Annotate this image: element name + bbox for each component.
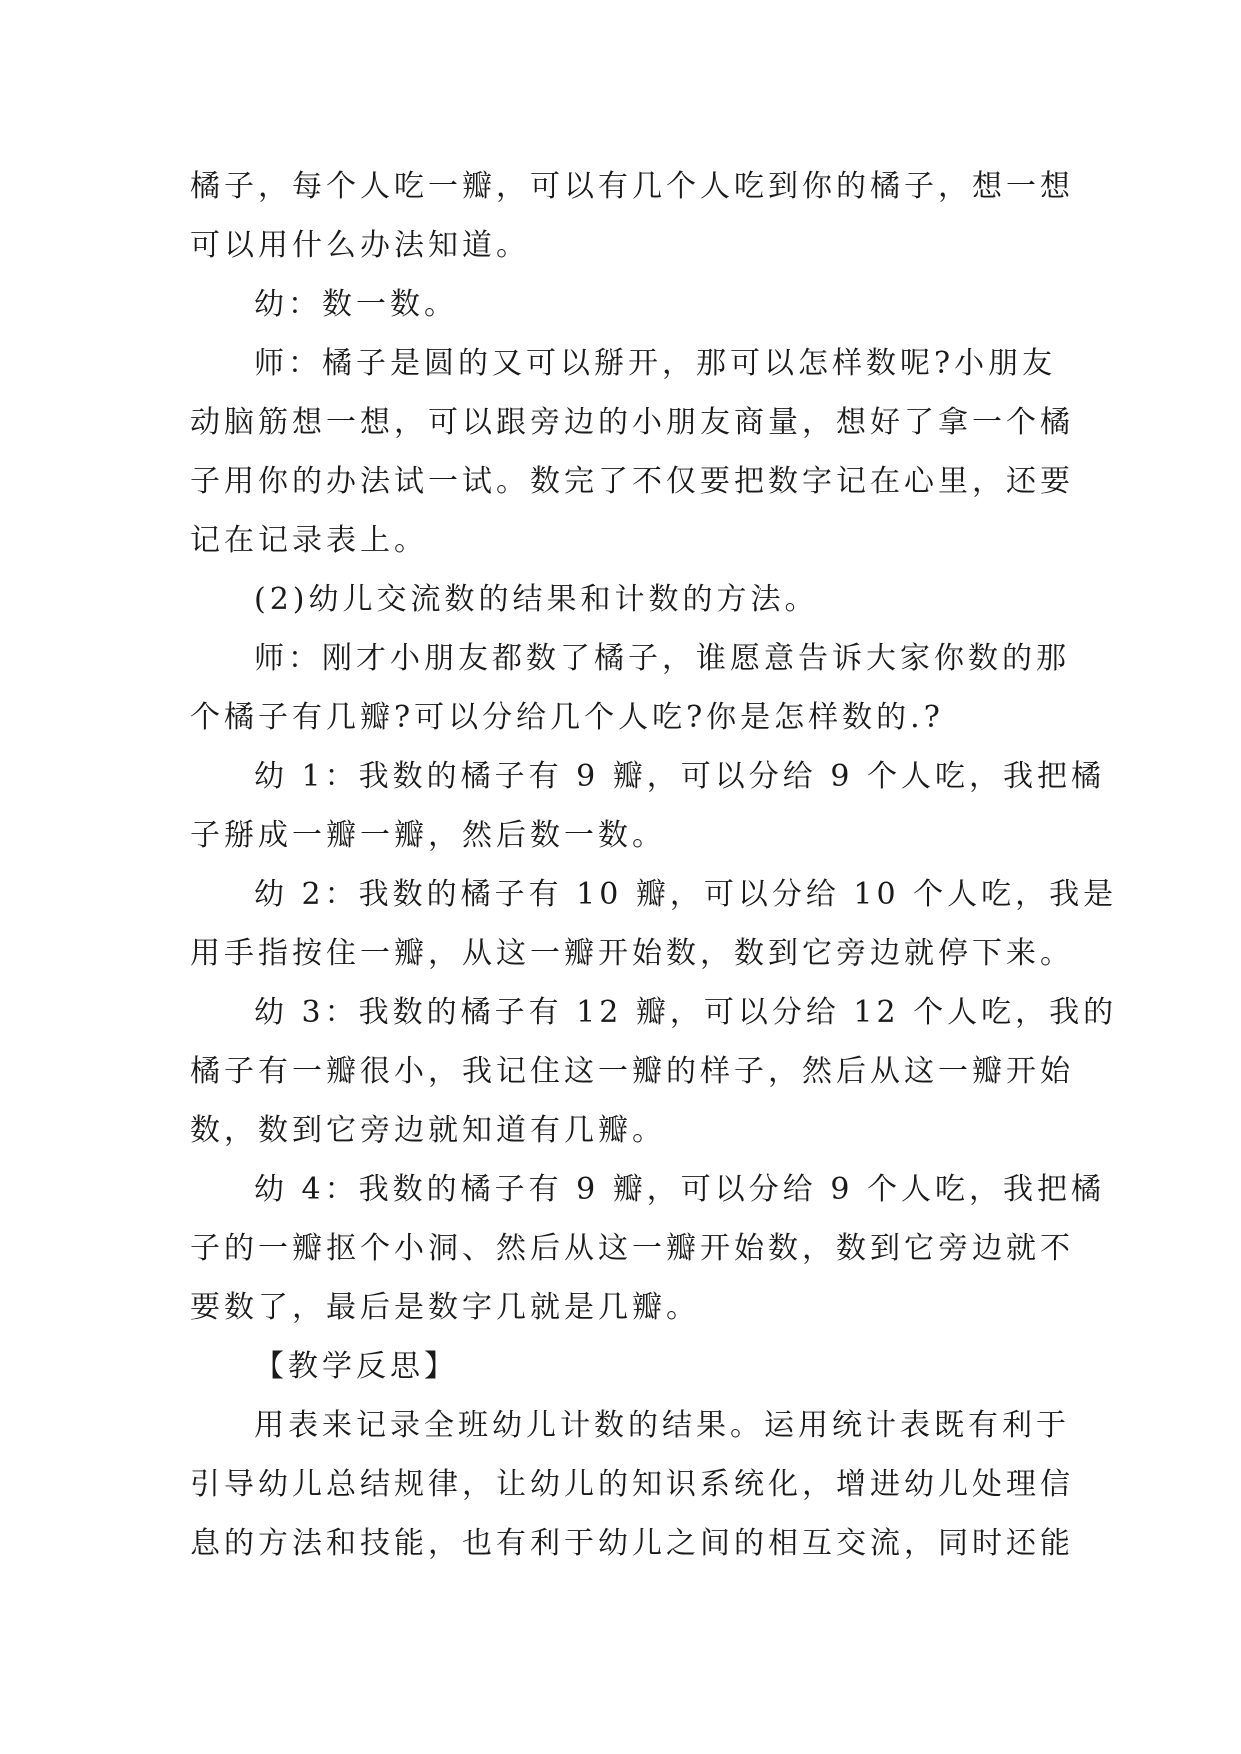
- text-line: 引导幼儿总结规律，让幼儿的知识系统化，增进幼儿处理信: [190, 1467, 1074, 1502]
- text-line: (2)幼儿交流数的结果和计数的方法。: [254, 582, 819, 617]
- text-line: 要数了，最后是数字几就是几瓣。: [190, 1290, 700, 1325]
- body-text: [190, 157, 1118, 1573]
- text-line: 用手指按住一瓣，从这一瓣开始数，数到它旁边就停下来。: [190, 936, 1074, 971]
- text-line: 幼：数一数。: [254, 287, 458, 322]
- section-heading: 【教学反思】: [254, 1349, 458, 1384]
- text-line: 师：刚才小朋友都数了橘子，谁愿意告诉大家你数的那: [254, 641, 1070, 676]
- text-line: 幼 2：我数的橘子有 10 瓣，可以分给 10 个人吃，我是: [254, 877, 1118, 912]
- text-line: 息的方法和技能，也有利于幼儿之间的相互交流，同时还能: [190, 1526, 1074, 1561]
- text-line: 子掰成一瓣一瓣，然后数一数。: [190, 818, 666, 853]
- text-line: 动脑筋想一想，可以跟旁边的小朋友商量，想好了拿一个橘: [190, 405, 1074, 440]
- text-line: 可以用什么办法知道。: [190, 228, 530, 263]
- text-line: 橘子，每个人吃一瓣，可以有几个人吃到你的橘子，想一想: [190, 169, 1074, 204]
- text-line: 子的一瓣抠个小洞、然后从这一瓣开始数，数到它旁边就不: [190, 1231, 1074, 1266]
- text-line: 子用你的办法试一试。数完了不仅要把数字记在心里，还要: [190, 464, 1074, 499]
- text-line: 幼 3：我数的橘子有 12 瓣，可以分给 12 个人吃，我的: [254, 995, 1118, 1030]
- text-line: 幼 4：我数的橘子有 9 瓣，可以分给 9 个人吃，我把橘: [254, 1172, 1105, 1207]
- text-line: 橘子有一瓣很小，我记住这一瓣的样子，然后从这一瓣开始: [190, 1054, 1074, 1089]
- text-line: 师：橘子是圆的又可以掰开，那可以怎样数呢?小朋友: [254, 346, 1057, 381]
- text-line: 个橘子有几瓣?可以分给几个人吃?你是怎样数的.?: [190, 700, 944, 735]
- text-line: 幼 1：我数的橘子有 9 瓣，可以分给 9 个人吃，我把橘: [254, 759, 1105, 794]
- text-line: 记在记录表上。: [190, 523, 428, 558]
- text-line: 用表来记录全班幼儿计数的结果。运用统计表既有利于: [254, 1408, 1070, 1443]
- text-line: 数，数到它旁边就知道有几瓣。: [190, 1113, 666, 1148]
